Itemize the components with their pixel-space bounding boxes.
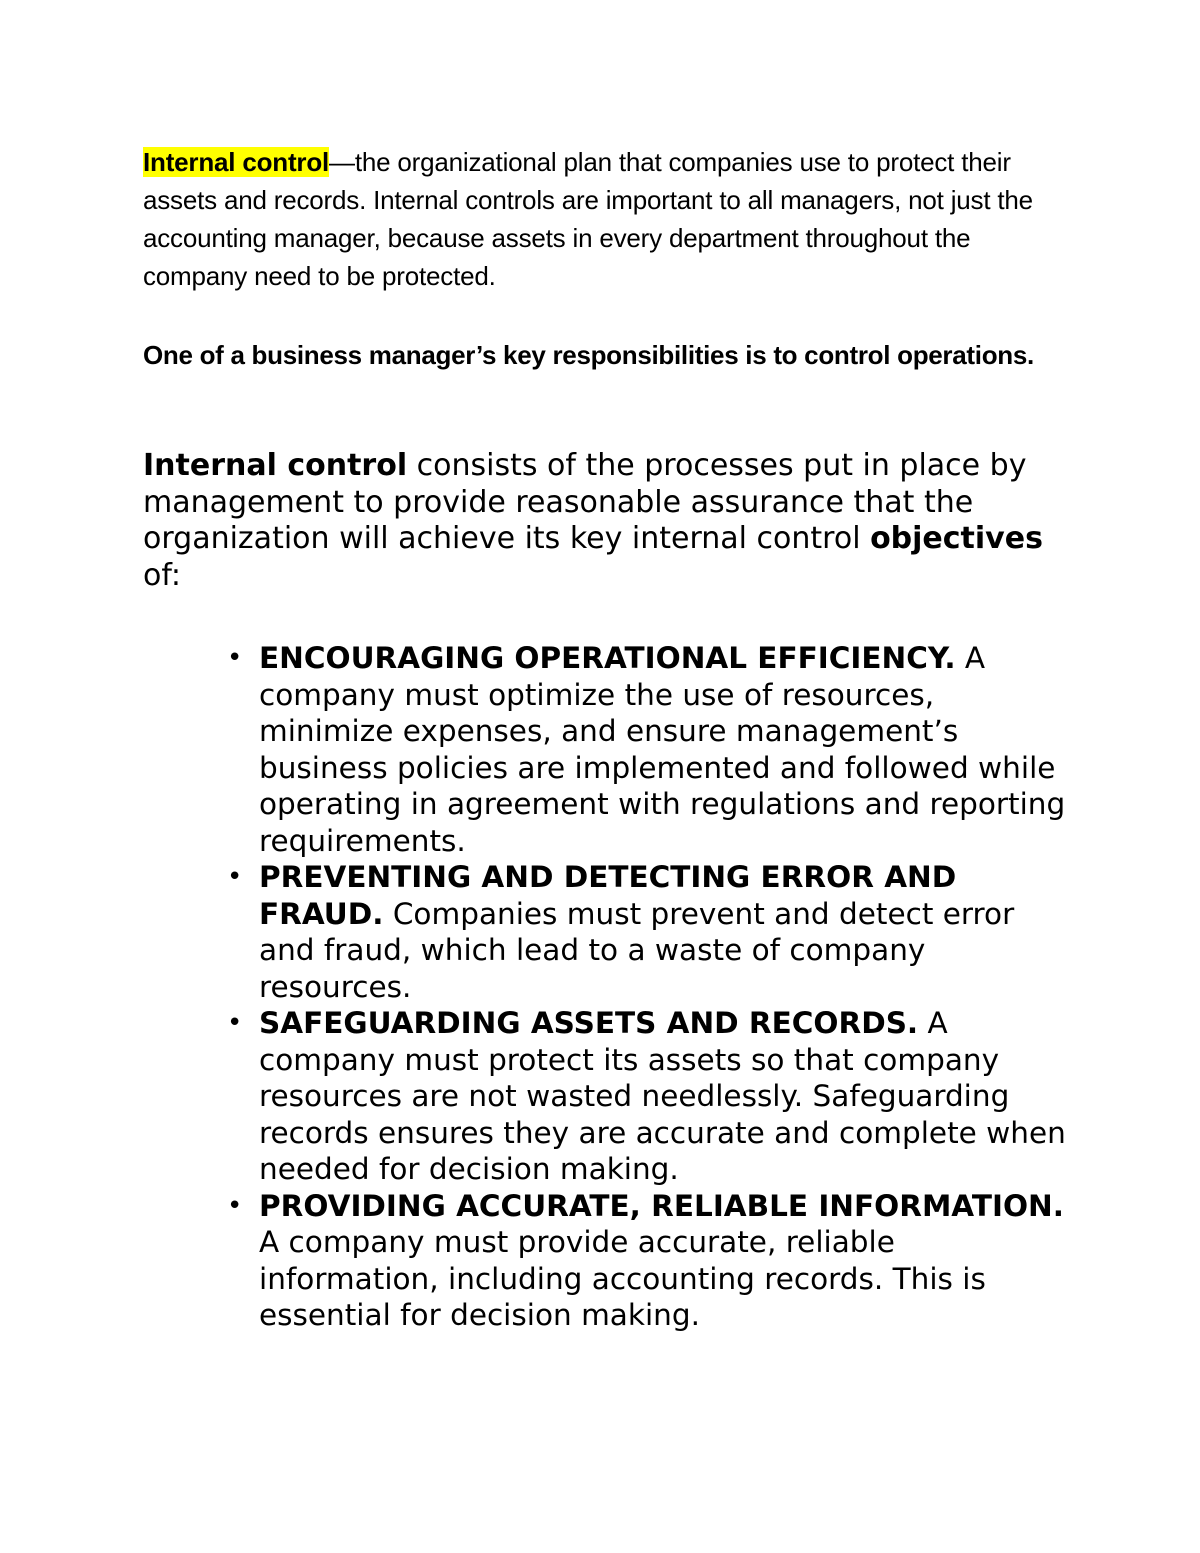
objective-text: A company must protect its assets so that company resources are not wasted needlessly. Safeguarding records ensures they are accurate and complete when needed for decision making.	[259, 1006, 1066, 1186]
intro-text: consists of the processes put in place by management to provide reasonable assurance that the organization will achieve its key internal control	[143, 448, 1027, 556]
objective-text: A company must provide accurate, reliable information, including accounting records. This is essential for decision making.	[259, 1225, 986, 1332]
definition-text: —the organizational plan that companies use to protect their assets and records. Internal controls are important to all managers, not just the accounting manager, because assets in every department throughout the company need to be protected.	[143, 147, 1033, 291]
bullet-icon: •	[227, 862, 243, 892]
definition-paragraph	[143, 143, 1073, 295]
list-item	[143, 1005, 1073, 1188]
highlighted-term: Internal control	[143, 147, 330, 177]
intro-emphasis: objectives	[870, 521, 1043, 556]
internal-control-intro	[143, 448, 1083, 594]
list-item	[143, 859, 1073, 1005]
objective-heading: PREVENTING AND DETECTING ERROR AND FRAUD.	[259, 860, 957, 931]
bullet-icon: •	[227, 643, 243, 673]
bullet-icon: •	[227, 1190, 243, 1221]
objective-heading: PROVIDING ACCURATE, RELIABLE INFORMATION.	[259, 1188, 1064, 1223]
bullet-icon: •	[227, 1008, 243, 1038]
objective-text: Companies must prevent and detect error and fraud, which lead to a waste of company resources.	[259, 896, 1015, 1004]
list-item	[143, 640, 1073, 859]
objectives-list	[143, 640, 1073, 1334]
objective-heading: SAFEGUARDING ASSETS AND RECORDS.	[259, 1006, 919, 1040]
objective-heading: ENCOURAGING OPERATIONAL EFFICIENCY.	[259, 641, 956, 675]
key-responsibility-statement: One of a business manager’s key responsibilities is to control operations.	[143, 340, 1034, 370]
intro-text-end: of:	[143, 557, 181, 593]
list-item	[143, 1188, 1073, 1334]
objective-text: A company must optimize the use of resources, minimize expenses, and ensure management’s business policies are implemented and followed while operating in agreement with regulations and reporting requirements.	[259, 641, 1066, 858]
intro-term: Internal control	[143, 448, 408, 483]
